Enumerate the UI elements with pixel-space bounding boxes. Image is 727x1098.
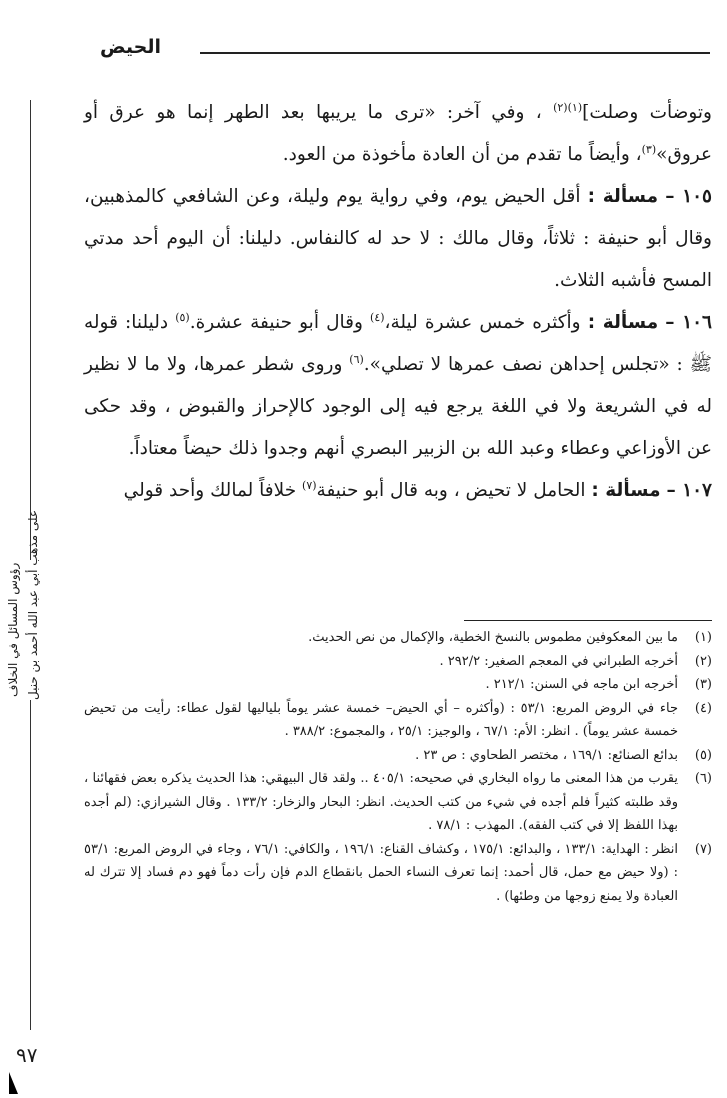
footnote-ref-3[interactable]: (٣) bbox=[641, 142, 657, 156]
issue-number: ١٠٥ – bbox=[665, 186, 712, 207]
footnote-7 bbox=[84, 838, 712, 909]
sidebar-divider-top bbox=[30, 100, 31, 560]
footnote-separator bbox=[464, 620, 712, 621]
issue-number: ١٠٦ – bbox=[665, 312, 712, 333]
footnote-mark: (٤) bbox=[694, 700, 712, 716]
footnote-ref-5[interactable]: (٥) bbox=[175, 310, 190, 324]
footnote-text: يقرب من هذا المعنى ما رواه البخاري في صحيحه: ٤٠٥/١ .. ولقد قال البيهقي: هذا الحديث يذكره بعض فقهائنا ، وقد طلبته كثيراً فلم أجده في شيء من كتب الحديث. انظر: البحار والزخار: ١٣٣/٢ . وقال الشيرازي: (لم أجده بهذا اللفظ إلا في كتب الفقه). المهذب : ٧٨/١ . bbox=[84, 771, 678, 833]
footnote-1 bbox=[84, 626, 712, 650]
footnote-ref-6[interactable]: (٦) bbox=[349, 352, 364, 366]
footnote-mark: (١) bbox=[694, 630, 712, 645]
footnote-mark: (٥) bbox=[694, 747, 712, 763]
footnote-ref-7[interactable]: (٧) bbox=[302, 478, 317, 492]
issue-text-c: دليلنا: قوله ﷺ : «تجلس إحداهن نصف عمرها لا تصلي». bbox=[84, 312, 712, 375]
footnote-mark: (٣) bbox=[694, 677, 712, 692]
issue-text-b: وقال أبو حنيفة عشرة. bbox=[189, 312, 371, 333]
footnote-6 bbox=[84, 767, 712, 838]
footnote-text: أخرجه الطبراني في المعجم الصغير: ٢٩٢/٢ . bbox=[439, 653, 678, 669]
footnote-ref-1[interactable]: (١) bbox=[567, 100, 583, 114]
footnote-text: بدائع الصنائع: ١٦٩/١ ، مختصر الطحاوي : ص ٢٣ . bbox=[415, 747, 678, 763]
sidebar-divider-bottom bbox=[30, 700, 31, 1030]
issue-107 bbox=[84, 470, 712, 512]
footnote-mark: (٦) bbox=[694, 771, 712, 786]
issue-text: أقل الحيض يوم، وفي رواية يوم وليلة، وعن الشافعي كالمذهبين، وقال أبو حنيفة : ثلاثاً، وقال مالك : لا حد له كالنفاس. دليلنا: أن اليوم أحد مدتي المسح فأشبه الثلاث. bbox=[84, 186, 712, 291]
footnote-4 bbox=[84, 697, 712, 744]
issue-105 bbox=[84, 176, 712, 302]
footnote-mark: (٧) bbox=[694, 841, 712, 857]
paragraph-intro bbox=[84, 92, 712, 176]
main-text bbox=[84, 92, 712, 512]
issue-label: مسألة : bbox=[587, 312, 659, 333]
intro-continuation: ، وفي آخر: «ترى ما يريبها بعد الطهر إنما هو عرق أو عروق» bbox=[84, 102, 712, 165]
corner-triangle-mark bbox=[9, 1072, 18, 1094]
footnote-3 bbox=[84, 673, 712, 697]
intro-text: وتوضأت وصلت] bbox=[582, 102, 712, 123]
issue-text-a: الحامل لا تحيض ، وبه قال أبو حنيفة bbox=[316, 480, 592, 501]
footnote-2 bbox=[84, 650, 712, 674]
footnote-text: ما بين المعكوفين مطموس بالنسخ الخطية، والإكمال من نص الحديث. bbox=[308, 630, 678, 645]
issue-106 bbox=[84, 302, 712, 470]
footnote-mark: (٢) bbox=[694, 653, 712, 669]
footnote-text: انظر : الهداية: ١٣٣/١ ، والبدائع: ١٧٥/١ ، وكشاف القناع: ١٩٦/١ ، والكافي: ٧٦/١ ، وجاء في الروض المربع: ٥٣/١ : (ولا حيض مع حمل، قال أحمد: إنما تعرف النساء الحمل بانقطاع الدم فإن رأت دماً فهو دم فساد إلا تترك له العبادة ولا يمنع زوجها من وطئها) . bbox=[84, 841, 679, 904]
footnotes bbox=[84, 626, 712, 908]
sidebar-title: رؤوس المسائل في الخلاف bbox=[6, 562, 20, 698]
page-number: ٩٧ bbox=[16, 1043, 38, 1067]
header-rule bbox=[200, 52, 710, 54]
issue-number: ١٠٧ – bbox=[666, 480, 712, 501]
footnote-5 bbox=[84, 744, 712, 768]
footnote-ref-4[interactable]: (٤) bbox=[370, 310, 385, 324]
issue-text-d: وروى شطر عمرها، ولا ما لا نظير له في الشريعة ولا في اللغة يرجع فيه إلى الوجود كالإحراز والقبوض ، وقد حكى عن الأوزاعي وعطاء وعبد الله بن الزبير البصري أنهم وجدوا ذلك حيضاً معتاداً. bbox=[84, 354, 712, 459]
issue-text-a: وأكثره خمس عشرة ليلة، bbox=[384, 312, 588, 333]
page-header-title: الحيض bbox=[100, 36, 162, 58]
issue-label: مسألة : bbox=[591, 480, 661, 501]
sidebar-subtitle: على مذهب أبي عبد الله أحمد بن حنبل bbox=[26, 509, 40, 700]
footnote-text: أخرجه ابن ماجه في السنن: ٢١٢/١ . bbox=[485, 677, 678, 692]
footnote-text: جاء في الروض المربع: ٥٣/١ : (وأكثره – أي الحيض– خمسة عشر يوماً بلياليها لقول عطاء: رأيت من تحيض خمسة عشر يوماً) . انظر: الأم: ٦٧/١ ، والوجيز: ٢٥/١ ، والمجموع: ٣٨٨/٢ . bbox=[84, 700, 678, 739]
issue-label: مسألة : bbox=[587, 186, 659, 207]
intro-end: ، وأيضاً ما تقدم من أن العادة مأخوذة من العود. bbox=[282, 144, 642, 165]
issue-text-b: خلافاً لمالك وأحد قولي bbox=[123, 480, 303, 501]
footnote-ref-2[interactable]: (٢) bbox=[553, 100, 568, 114]
sidebar-book-title bbox=[3, 509, 43, 700]
